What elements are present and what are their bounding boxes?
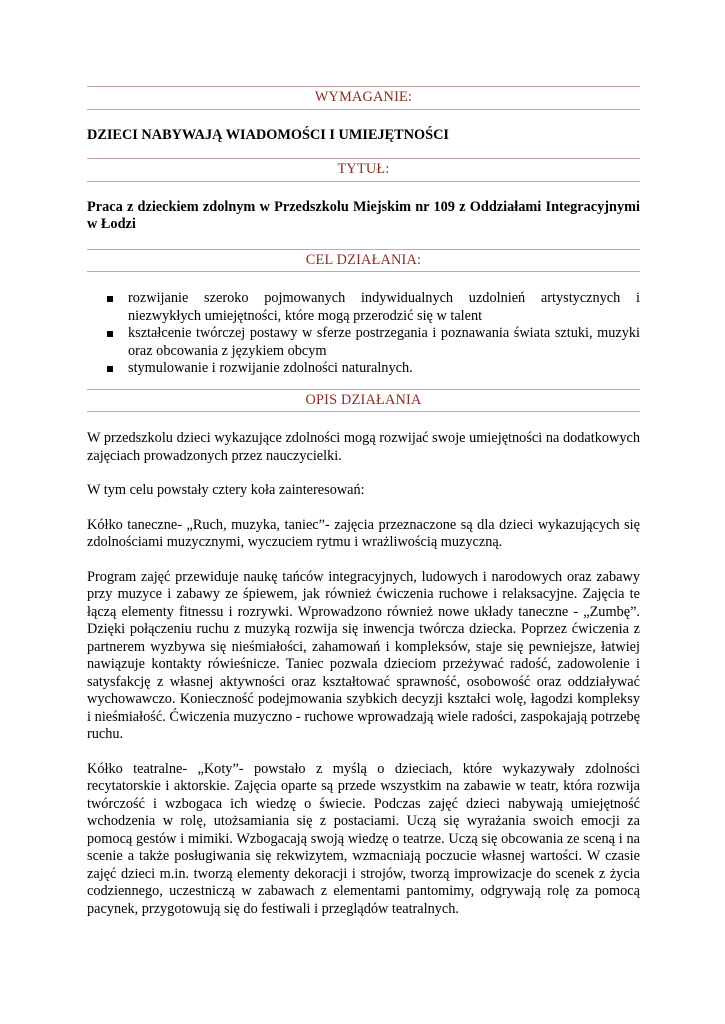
goals-list	[87, 290, 640, 378]
list-item	[87, 360, 640, 378]
requirement-text: DZIECI NABYWAJĄ WIADOMOŚCI I UMIEJĘTNOŚCI	[87, 126, 449, 143]
paragraph: Kółko taneczne- „Ruch, muzyka, taniec”- zajęcia przeznaczone są dla dzieci wykazujących się zdolnościami muzycznymi, wyczuciem rytmu i wrażliwością muzyczną.	[87, 516, 640, 550]
list-item	[87, 325, 640, 360]
document-page	[87, 86, 640, 918]
section-header-title: TYTUŁ:	[87, 158, 640, 182]
paragraph: Kółko teatralne- „Koty”- powstało z myślą o dzieciach, które wykazywały zdolności recytatorskie i aktorskie. Zajęcia oparte są przede wszystkim na zabawie w teatr, która rozwija twórczość i wzbogaca ich wiedzę o świecie. Podczas zajęć dzieci nabywają umiejętność wchodzenia w rolę, utożsamiania się z postaciami. Uczą się wyrażania swoich emocji za pomocą gestów i mimiki. Wzbogacają swoją wiedzę o teatrze. Uczą się obcowania ze sceną i na scenie a także posługiwania się rekwizytem, wzmacniają poczucie własnej wartości. W czasie zajęć dzieci m.in. tworzą elementy dekoracji i strojów, tworzą improwizacje do scenek z życia codziennego, uczestniczą w zabawach z elementami pantomimy, odgrywają rolę za pomocą pacynek, przygotowują się do festiwali i przeglądów teatralnych.	[87, 760, 640, 917]
paragraph: Program zajęć przewiduje naukę tańców integracyjnych, ludowych i narodowych oraz zabawy przy muzyce i zabawy ze śpiewem, jak również ćwiczenia ruchowe i relaksacyjne. Zajęcia te łączą elementy fitnessu i rozrywki. Wprowadzono również nowe układy taneczne - „Zumbę”. Dzięki połączeniu ruchu z muzyką rozwija się inwencja twórcza dziecka. Poprzez ćwiczenia z partnerem wyzbywa się nieśmiałości, zahamowań i kompleksów, staje się pewniejsze, łatwiej nawiązuje kontakty rówieśnicze. Taniec pozwala dzieciom przeżywać radość, zadowolenie i satysfakcję z własnej aktywności oraz kształtować sprawność, osobowość oraz oddziaływać wychowawczo. Konieczność podejmowania szybkich decyzji kształci wolę, łagodzi kompleksy i nieśmiałość. Ćwiczenia muzyczno - ruchowe wprowadzają wiele radości, zaspokajają potrzebę ruchu.	[87, 568, 640, 742]
paragraph: W przedszkolu dzieci wykazujące zdolności mogą rozwijać swoje umiejętności na dodatkowych zajęciach prowadzonych przez nauczycielki.	[87, 430, 640, 464]
goal-text: kształcenie twórczej postawy w sferze postrzegania i poznawania świata sztuki, muzyki oraz obcowania z językiem obcym	[128, 325, 640, 359]
square-bullet-icon	[107, 331, 113, 337]
square-bullet-icon	[107, 296, 113, 302]
square-bullet-icon	[107, 366, 113, 372]
section-header-description: OPIS DZIAŁANIA	[87, 389, 640, 413]
title-text: Praca z dzieckiem zdolnym w Przedszkolu Miejskim nr 109 z Oddziałami Integracyjnymi w Łodzi	[87, 198, 640, 232]
paragraph: W tym celu powstały cztery koła zainteresowań:	[87, 482, 365, 498]
goal-text: rozwijanie szeroko pojmowanych indywidualnych uzdolnień artystycznych i niezwykłych umiejętności, które mogą przerodzić się w talent	[128, 290, 640, 324]
section-header-goal: CEL DZIAŁANIA:	[87, 249, 640, 273]
section-header-requirement: WYMAGANIE:	[87, 86, 640, 110]
goal-text: stymulowanie i rozwijanie zdolności naturalnych.	[128, 360, 413, 376]
list-item	[87, 290, 640, 325]
